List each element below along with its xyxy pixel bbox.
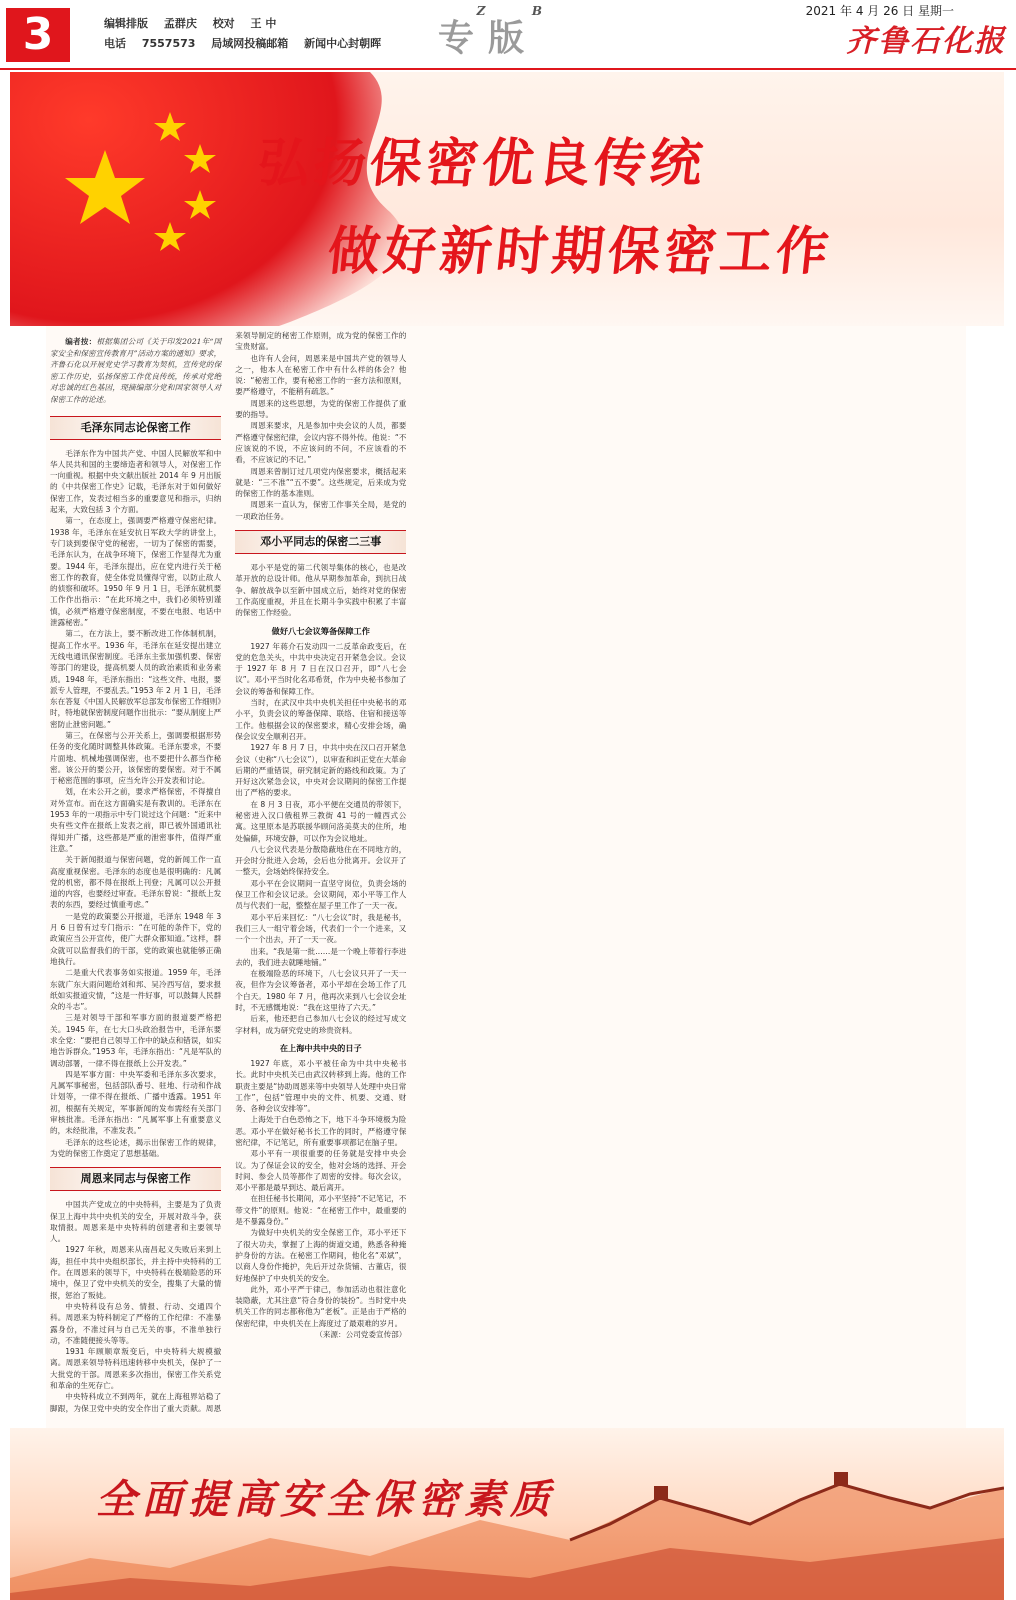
article-paragraph: 第三，在保密与公开关系上，强调要根据形势任务的变化随时调整具体政策。毛泽东要求，不要片面地、机械地强调保密，也不要把什么都当作秘密。该公开的要公开，该保密的要保密。对于不属于秘密范围的事项，应当允许公开发表和讨论。 xyxy=(50,730,222,786)
article-paragraph: 1927 年底，邓小平被任命为中共中央秘书长。此时中央机关已由武汉转移到上海。他的工作职责主要是“协助周恩来等中央领导人处理中央日常工作”，包括“管理中央的文件、机要、交通、财务、各种会议安排等”。 xyxy=(235,1058,407,1114)
article-paragraph: 后来，他还把自己参加八七会议的经过写成文字材料，成为研究党史的珍贵资料。 xyxy=(235,1014,407,1035)
masthead-rule xyxy=(0,68,1016,70)
footer-slogan: 全面提高安全保密素质 xyxy=(96,1476,556,1523)
page-number: 3 xyxy=(6,8,70,62)
staff-line-2: 电话 7557573 局域网投稿邮箱 新闻中心封朝晖 xyxy=(104,37,382,50)
article-columns xyxy=(46,326,966,1428)
article-paragraph: 中国共产党成立的中央特科，主要是为了负责保卫上海中共中央机关的安全，开展对敌斗争，获取情报。周恩来是中央特科的创建者和主要领导人。 xyxy=(50,1200,222,1244)
section-title: 专版 xyxy=(438,18,539,59)
article-paragraph: 邓小平有一项很重要的任务就是安排中央会议。为了保证会议的安全，他对会场的选择、开会时间、参会人员等都作了周密的安排。每次会议，邓小平都是最早到达、最后离开。 xyxy=(235,1149,407,1193)
section-heading: 毛泽东同志论保密工作 xyxy=(50,416,221,440)
article-paragraph: 出来。“我是第一批……是一个晚上带着行李进去的，我们进去就睡地铺。” xyxy=(235,946,407,967)
article-paragraph: 四是军事方面：中央军委和毛泽东多次要求，凡属军事秘密，包括部队番号、驻地、行动和作战计划等，一律不得在报纸、广播中透露。1951 年初，根据有关规定，军事新闻的发布需经有关部门审核批准。毛泽东指出：“凡属军事上有重要意义的，未经批准，不准发表。” xyxy=(50,1069,222,1136)
article-paragraph: 在担任秘书长期间，邓小平坚持“不记笔记，不带文件”的原则。他说：“在秘密工作中，最重要的是不暴露身份。” xyxy=(235,1194,407,1227)
article-paragraph: 邓小平是党的第二代领导集体的核心，也是改革开放的总设计师。他从早期参加革命，到抗日战争、解放战争以至新中国成立后，始终对党的保密工作高度重视，并且在长期斗争实践中积累了丰富的保密工作经验。 xyxy=(235,563,407,618)
article-paragraph: （来源：公司党委宣传部） xyxy=(315,1330,407,1340)
editor-note: 编者按：根据集团公司《关于印发2021年“国家安全和保密宣传教育月”活动方案的通知》要求，齐鲁石化以开展党史学习教育为契机，宣传党的保密工作历史，弘扬保密工作优良传统，传承对党绝对忠诚的红色基因，现摘编部分党和国家领导人对保密工作的论述。 xyxy=(50,337,222,404)
article-paragraph: 也许有人会问，周恩来是中国共产党的领导人之一，他本人在秘密工作中有什么样的体会？他说：“秘密工作，要有秘密工作的一套方法和原则，要严格遵守，不能稍有疏忽。” xyxy=(235,353,407,397)
article-paragraph: 中央特科成立不到两年，就在上海租界站稳了脚跟，为保卫党中央的安全作出了重大贡献。周恩来领导制定的秘密工作原则，成为党的保密工作的宝贵财富。 xyxy=(50,331,407,1413)
article-paragraph: 邓小平在会议期间一直坚守岗位，负责会场的保卫工作和会议记录。会议期间，邓小平等工作人员与代表们一起，整整在屋子里工作了一天一夜。 xyxy=(235,878,407,911)
section-heading: 周恩来同志与保密工作 xyxy=(50,1167,221,1191)
red-flag-graphic xyxy=(10,72,430,326)
article-paragraph: 1927 年秋，周恩来从南昌起义失败后来到上海，担任中共中央组织部长，并主持中央特科的工作。在周恩来的领导下，中央特科在极端险恶的环境中，保卫了党中央机关的安全，搜集了大量的情报，惩治了叛徒。 xyxy=(50,1245,222,1300)
newspaper-logo: 齐鲁石化报 xyxy=(846,24,1006,59)
staff-credits xyxy=(104,14,381,54)
masthead xyxy=(0,0,1016,70)
article-paragraph: 周恩来的这些思想，为党的保密工作提供了重要的指导。 xyxy=(235,398,407,420)
article-paragraph: 邓小平后来回忆：“八七会议”时，我是秘书，我们三人一组守着会场，代表们一个一个进来，又一个一个出去，开了一天一夜。 xyxy=(235,912,407,945)
edition-code: Z B xyxy=(476,4,545,18)
article-paragraph: 关于新闻报道与保密问题，党的新闻工作一直高度重视保密。毛泽东的态度也是很明确的：凡属党的机密，都不得在报纸上刊登；凡属可以公开报道的内容，也要经过审查。毛泽东曾说：“报纸上发表的东西，要经过慎重考虑。” xyxy=(50,855,222,910)
article-paragraph: 周恩来一直认为，保密工作事关全局，是党的一项政治任务。 xyxy=(235,500,407,521)
article-paragraph: 毛泽东的这些论述，揭示出保密工作的规律，为党的保密工作奠定了思想基础。 xyxy=(50,1137,222,1158)
article-paragraph: 此外，邓小平严于律己，参加活动也很注意化装隐蔽，尤其注意“符合身份的装扮”。当时党中央机关工作的同志都称他为“老板”。正是由于严格的保密纪律，中央机关在上海度过了最艰难的岁月。 xyxy=(235,1284,407,1328)
article-paragraph: 一是党的政策要公开报道，毛泽东 1948 年 3 月 6 日曾有过专门指示：“在可能的条件下，党的政策应当公开宣传，使广大群众都知道。”这样，群众就可以监督我们的干部，党的政策也就能够正确地执行。 xyxy=(50,911,222,966)
article-paragraph: 八七会议代表是分散隐蔽地住在不同地方的，开会时分批进入会场，会后也分批离开。会议开了一整天，会场始终保持安全。 xyxy=(235,844,407,877)
article-paragraph: 中央特科设有总务、情报、行动、交通四个科。周恩来为特科制定了严格的工作纪律：不准暴露身份，不准过问与自己无关的事，不准单独行动，不准随便接头等等。 xyxy=(50,1301,222,1345)
article-paragraph: 当时，在武汉中共中央机关担任中央秘书的邓小平，负责会议的筹备保障、联络、住宿和接送等工作。他根据会议的保密要求，精心安排会场，确保会议安全顺利召开。 xyxy=(235,698,407,741)
article-paragraph: 第一，在态度上，强调要严格遵守保密纪律。1938 年，毛泽东在延安抗日军政大学的讲堂上，专门谈到要保守党的秘密，一切为了保密的需要，毛泽东认为，在战争环境下，保密工作显得尤为重要。1944 年，毛泽东提出，应在党内进行关于秘密工作的教育，使全体党员懂得守密，以防止敌人的侦察和破坏。1950 年 9 月 1 日，毛泽东就机要工作作出指示：“在此环境之中，我们必须特别谨慎，必须严格遵守保密制度，不要在电报、电话中泄露秘密。” xyxy=(50,516,222,628)
article-paragraph: 划，在未公开之前，要求严格保密，不得擅自对外宣布。而在这方面确实是有教训的。毛泽东在 1953 年的一项指示中专门说过这个问题：“近来中央有些文件在报纸上发表之前，即已被外国通讯社得知并广播，这些都是严重的泄密事件，值得严重注意。” xyxy=(50,787,222,853)
article-paragraph: 为做好中央机关的安全保密工作，邓小平还下了很大功夫，掌握了上海的街道交通，熟悉各种掩护身份的方法。在秘密工作期间，他化名“邓斌”，以商人身份作掩护，先后开过杂货铺、古董店，很好地保护了中央机关的安全。 xyxy=(235,1228,407,1283)
sub-heading: 在上海中共中央的日子 xyxy=(279,1042,362,1053)
article-paragraph: 上海处于白色恐怖之下，地下斗争环境极为险恶。邓小平在做好秘书长工作的同时，严格遵守保密纪律，不记笔记，所有重要事项都记在脑子里。 xyxy=(235,1115,407,1147)
article-paragraph: 三是对领导干部和军事方面的报道要严格把关。1945 年，在七大口头政治报告中，毛泽东要求全党：“要把自己领导工作中的缺点和错误，如实地告诉群众。”1953 年，毛泽东指出：“凡是军队的调动部署，一律不得在报纸上公开发表。” xyxy=(50,1013,222,1068)
article-paragraph: 1927 年 8 月 7 日，中共中央在汉口召开紧急会议（史称“八七会议”），以审查和纠正党在大革命后期的严重错误，研究制定新的路线和政策。为了开好这次紧急会议，中央对会议期间的保密工作提出了严格的要求。 xyxy=(235,743,407,798)
article-paragraph: 二是重大代表事务如实报道。1959 年，毛泽东就广东大雨问题给刘和邦、吴冷西写信，要求报纸如实报道灾情，“这是一件好事，可以鼓舞人民群众的斗志”。 xyxy=(50,968,222,1012)
issue-date: 2021 年 4 月 26 日 星期一 xyxy=(805,4,954,18)
article-paragraph: 在 8 月 3 日夜，邓小平便在交通员的带领下，秘密进入汉口俄租界三教街 41 号的一幢西式公寓。这里原本是苏联援华顾问洛美莫夫的住所，地处偏僻，环境安静，可以作为会议地址。 xyxy=(235,799,407,843)
footer-banner xyxy=(10,1428,1004,1600)
article-paragraph: 1931 年顾顺章叛变后，中央特科大规模撤离。周恩来领导特科迅速转移中央机关，保护了一大批党的干部。周恩来多次指出，保密工作关系党和革命的生死存亡。 xyxy=(50,1347,222,1391)
article-paragraph: 毛泽东作为中国共产党、中国人民解放军和中华人民共和国的主要缔造者和领导人，对保密工作一向重视。根据中央文献出版社 2014 年 9 月出版的《中共保密工作史》记载，毛泽东对于如何做好保密工作，发表过相当多的重要意见和指示，归纳起来，大致包括 3 个方面。 xyxy=(50,448,222,515)
headline-line-2: 做好新时期保密工作 xyxy=(324,222,836,282)
headline-banner xyxy=(10,72,1004,326)
article-paragraph: 在极端险恶的环境下，八七会议只开了一天一夜，但作为会议筹备者，邓小平却在会场工作了几个白天。1980 年 7 月，他再次来到八七会议会址时，不无感慨地说：“我在这里待了六天。” xyxy=(235,969,407,1013)
sub-heading: 做好八七会议筹备保障工作 xyxy=(271,625,370,636)
staff-line-1: 编辑排版 孟群庆 校对 王 中 xyxy=(104,17,277,30)
section-heading: 邓小平同志的保密二三事 xyxy=(235,530,406,554)
article-paragraph: 1927 年蒋介石发动四一二反革命政变后，在党的危急关头，中共中央决定召开紧急会议。会议于 1927 年 8 月 7 日在汉口召开，即“八七会议”。邓小平当时化名邓希贤，作为中央秘书参加了会议的筹备和保障工作。 xyxy=(235,641,407,696)
article-paragraph: 周恩来曾制订过几项党内保密要求，概括起来就是：“三不准”“五不要”。这些规定，后来成为党的保密工作的基本准则。 xyxy=(235,466,407,499)
article-body xyxy=(46,326,966,1428)
article-paragraph: 周恩来要求，凡是参加中央会议的人员，都要严格遵守保密纪律，会议内容不得外传。他说：“不应该说的不说，不应该问的不问，不应该看的不看，不应该记的不记。” xyxy=(235,421,407,465)
headline-line-1: 弘扬保密优良传统 xyxy=(254,134,710,194)
article-paragraph: 第二，在方法上，要不断改进工作体制机制，提高工作水平。1936 年，毛泽东在延安提出建立无线电通讯保密制度。毛泽东主张加强机要、保密等部门的建设，提高机要人员的政治素质和业务素质。1948 年，毛泽东指出：“这些文件、电报，要派专人管理，不要乱丢。”1953 年 2 月 1 日，毛泽东在答复《中国人民解放军总部发布保密工作细则》时，特地就保密制度问题作出批示：“要从制度上严密防止泄密问题。” xyxy=(50,629,222,729)
